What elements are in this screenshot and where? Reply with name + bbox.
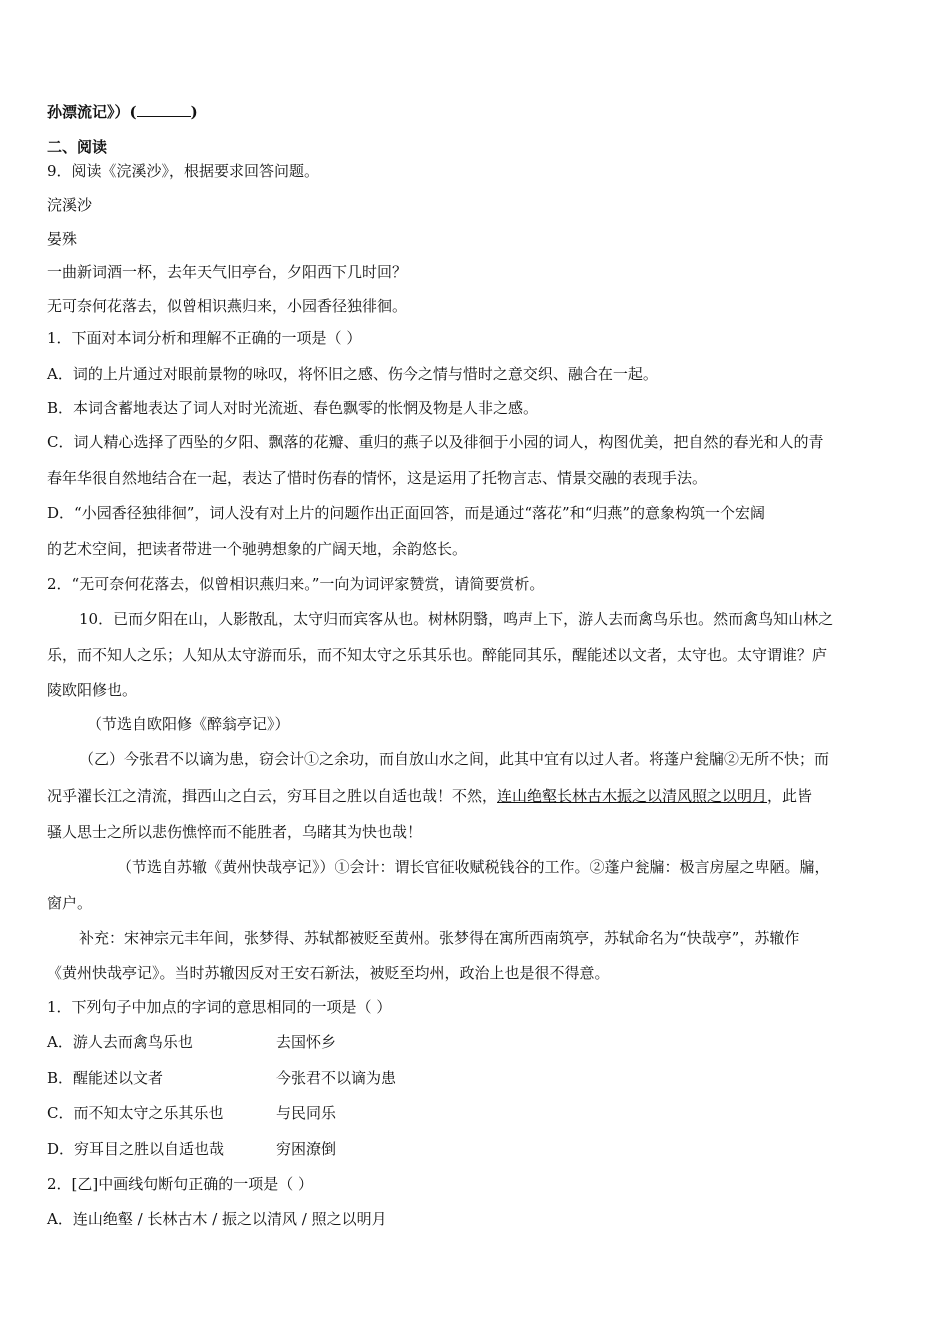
q9-sub1-option-c-line2: 春年华很自然地结合在一起，表达了惜时伤春的情怀，这是运用了托物言志、情景交融的表现手法。 (47, 469, 708, 487)
q9-sub1-option-d-line1: D．“小园香径独徘徊”，词人没有对上片的问题作出正面回答，而是通过“落花”和“归燕”的意象构筑一个宏阔 (47, 504, 766, 522)
q10-passage1-line3: 陵欧阳修也。 (47, 681, 138, 699)
q10-supplement-line2: 《黄州快哉亭记》。当时苏辙因反对王安石新法，被贬至均州，政治上也是很不得意。 (47, 964, 610, 982)
section-heading: 二、阅读 (47, 138, 108, 156)
q10-source2-line2: 窗户。 (47, 894, 93, 912)
q9-sub1-option-a: A．词的上片通过对眼前景物的咏叹，将怀旧之感、伤今之情与惜时之意交织、融合在一起。 (47, 365, 658, 383)
q10-source2-line1: （节选自苏辙《黄州快哉亭记》）①会计：谓长官征收赋税钱谷的工作。②蓬户瓮牖：极言房屋之卑陋。牖， (117, 858, 830, 876)
option-d-left: D．穷耳目之胜以自适也哉 (47, 1140, 225, 1158)
poem-line-1: 一曲新词酒一杯，去年天气旧亭台，夕阳西下几时回？ (47, 263, 408, 281)
q10-sub2-option-a: A．连山绝壑 / 长林古木 / 振之以清风 / 照之以明月 (47, 1210, 387, 1228)
passage2-line2-post: ，此皆 (767, 787, 813, 805)
q9-sub1-option-d-line2: 的艺术空间，把读者带进一个驰骋想象的广阔天地，余韵悠长。 (47, 540, 468, 558)
underlined-sentence: 连山绝壑长林古木振之以清风照之以明月 (497, 787, 768, 805)
poem-title: 浣溪沙 (47, 196, 93, 214)
option-c-right: 与民同乐 (276, 1104, 337, 1122)
q9-intro: 9．阅读《浣溪沙》，根据要求回答问题。 (47, 162, 320, 180)
q10-sub1-option-b (47, 1068, 397, 1088)
q10-passage2-line3: 骚人思士之所以悲伤憔悴而不能胜者，乌睹其为快也哉！ (47, 823, 423, 841)
q9-sub2-question: 2．“无可奈何花落去，似曾相识燕归来。”一向为词评家赞赏，请简要赏析。 (47, 575, 545, 593)
q9-sub1-option-c-line1: C．词人精心选择了西坠的夕阳、飘落的花瓣、重归的燕子以及徘徊于小园的词人，构图优美，把自然的春光和人的青 (47, 433, 824, 451)
title-fragment-line (47, 102, 198, 122)
q10-sub1-question: 1．下列句子中加点的字词的意思相同的一项是（ ） (47, 998, 392, 1016)
option-a-right: 去国怀乡 (276, 1033, 337, 1051)
poem-line-2: 无可奈何花落去，似曾相识燕归来，小园香径独徘徊。 (47, 297, 408, 315)
option-a-left: A．游人去而禽鸟乐也 (47, 1033, 193, 1051)
q10-sub2-question: 2．[乙]中画线句断句正确的一项是（ ） (47, 1175, 314, 1193)
q9-sub1-option-b: B．本词含蓄地表达了词人对时光流逝、春色飘零的怅惘及物是人非之感。 (47, 399, 539, 417)
q10-sub1-option-c (47, 1103, 337, 1123)
title-close: ) (190, 103, 198, 121)
passage2-line2-pre: 况乎濯长江之清流，揖西山之白云，穷耳目之胜以自适也哉！不然， (47, 787, 498, 805)
q10-sub1-option-d (47, 1139, 337, 1159)
q10-supplement-line1: 补充：宋神宗元丰年间，张梦得、苏轼都被贬至黄州。张梦得在寓所西南筑亭，苏轼命名为“快哉亭”，苏辙作 (79, 929, 800, 947)
q10-passage2-line1: （乙）今张君不以谪为患，窃会计①之余功，而自放山水之间，此其中宜有以过人者。将蓬户瓮牖②无所不快；而 (79, 750, 830, 768)
q10-source1: （节选自欧阳修《醉翁亭记》） (87, 715, 290, 733)
poem-author: 晏殊 (47, 230, 78, 248)
answer-blank (137, 102, 191, 117)
option-d-right: 穷困潦倒 (276, 1140, 337, 1158)
q10-passage2-line2 (47, 786, 812, 806)
option-b-right: 今张君不以谪为患 (276, 1069, 397, 1087)
q10-sub1-option-a (47, 1032, 337, 1052)
option-c-left: C．而不知太守之乐其乐也 (47, 1104, 224, 1122)
q10-passage1-line1: 10．已而夕阳在山，人影散乱，太守归而宾客从也。树林阴翳，鸣声上下，游人去而禽鸟乐也。然而禽鸟知山林之 (79, 610, 834, 628)
option-b-left: B．醒能述以文者 (47, 1069, 164, 1087)
q9-sub1-question: 1．下面对本词分析和理解不正确的一项是（ ） (47, 329, 362, 347)
title-fragment: 孙漂流记》）( (47, 103, 137, 121)
q10-passage1-line2: 乐，而不知人之乐；人知从太守游而乐，而不知太守之乐其乐也。醉能同其乐，醒能述以文者，太守也。太守谓谁？庐 (47, 646, 828, 664)
